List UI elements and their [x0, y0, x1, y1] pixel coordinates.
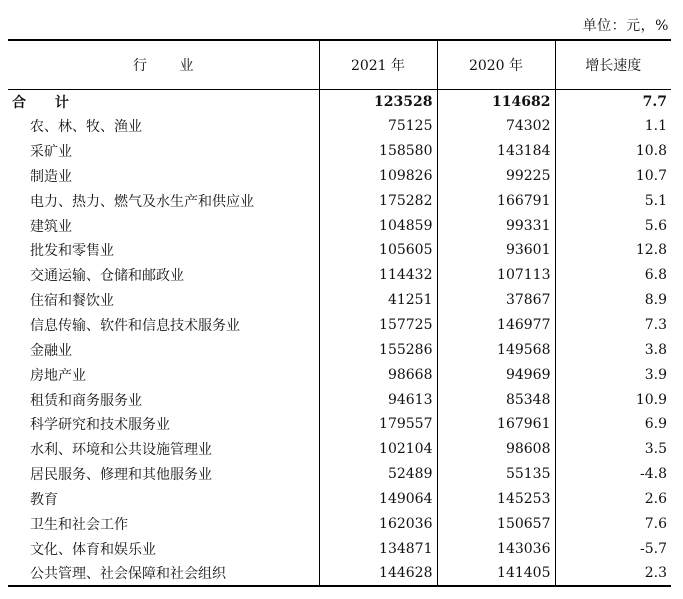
row-2020-value: 143036	[437, 536, 555, 561]
row-2020-value: 149568	[437, 337, 555, 362]
unit-note: 单位：元，%	[582, 18, 669, 34]
row-2021-value: 158580	[319, 139, 437, 164]
table-row	[8, 487, 671, 512]
header-growth: 增长速度	[555, 40, 671, 89]
row-2021-value: 134871	[319, 536, 437, 561]
row-industry: 交通运输、仓储和邮政业	[30, 268, 184, 285]
row-industry: 水利、环境和公共设施管理业	[30, 442, 212, 459]
row-2020-value: 98608	[437, 437, 555, 462]
table-row	[8, 213, 671, 238]
table-row	[8, 387, 671, 412]
row-2021-value: 109826	[319, 164, 437, 189]
row-2020-value: 167961	[437, 412, 555, 437]
row-growth-value: -4.8	[555, 462, 671, 487]
total-2020: 114682	[437, 89, 555, 114]
table-row	[8, 263, 671, 288]
row-growth-value: 7.3	[555, 313, 671, 338]
row-2021-value: 52489	[319, 462, 437, 487]
header-industry: 行 业	[133, 57, 208, 74]
row-growth-value: 10.9	[555, 387, 671, 412]
wage-table	[8, 39, 671, 587]
row-industry: 公共管理、社会保障和社会组织	[30, 565, 226, 582]
row-growth-value: 12.8	[555, 238, 671, 263]
table-row	[8, 362, 671, 387]
table-row	[8, 412, 671, 437]
row-2021-value: 98668	[319, 362, 437, 387]
row-industry: 信息传输、软件和信息技术服务业	[30, 318, 240, 335]
row-industry: 住宿和餐饮业	[30, 293, 114, 310]
row-industry: 采矿业	[30, 144, 72, 161]
header-2021: 2021 年	[319, 40, 437, 89]
row-industry: 房地产业	[30, 367, 86, 384]
row-industry: 教育	[30, 491, 58, 508]
total-2021: 123528	[319, 89, 437, 114]
row-2020-value: 55135	[437, 462, 555, 487]
row-2020-value: 85348	[437, 387, 555, 412]
row-industry: 卫生和社会工作	[30, 516, 128, 533]
table-row	[8, 536, 671, 561]
row-2020-value: 145253	[437, 487, 555, 512]
row-growth-value: -5.7	[555, 536, 671, 561]
row-industry: 居民服务、修理和其他服务业	[30, 467, 212, 484]
row-growth-value: 10.7	[555, 164, 671, 189]
row-growth-value: 3.9	[555, 362, 671, 387]
row-growth-value: 6.8	[555, 263, 671, 288]
table-row	[8, 511, 671, 536]
row-growth-value: 2.3	[555, 561, 671, 586]
row-growth-value: 8.9	[555, 288, 671, 313]
row-industry: 科学研究和技术服务业	[30, 417, 170, 434]
row-2021-value: 114432	[319, 263, 437, 288]
row-growth-value: 5.6	[555, 213, 671, 238]
header-2020: 2020 年	[437, 40, 555, 89]
row-2020-value: 146977	[437, 313, 555, 338]
row-2021-value: 175282	[319, 188, 437, 213]
row-2020-value: 143184	[437, 139, 555, 164]
row-industry: 批发和零售业	[30, 243, 114, 260]
table-row	[8, 313, 671, 338]
table-row	[8, 561, 671, 586]
row-growth-value: 3.8	[555, 337, 671, 362]
table-row	[8, 164, 671, 189]
row-2020-value: 99331	[437, 213, 555, 238]
row-2020-value: 37867	[437, 288, 555, 313]
row-growth-value: 5.1	[555, 188, 671, 213]
table-row	[8, 139, 671, 164]
table-row	[8, 238, 671, 263]
row-growth-value: 6.9	[555, 412, 671, 437]
row-industry: 租赁和商务服务业	[30, 392, 142, 409]
table-row	[8, 462, 671, 487]
row-2020-value: 74302	[437, 114, 555, 139]
row-2021-value: 144628	[319, 561, 437, 586]
row-2020-value: 107113	[437, 263, 555, 288]
row-growth-value: 7.6	[555, 511, 671, 536]
table-row	[8, 188, 671, 213]
header-row	[8, 40, 671, 89]
row-2020-value: 141405	[437, 561, 555, 586]
row-2020-value: 99225	[437, 164, 555, 189]
row-growth-value: 1.1	[555, 114, 671, 139]
row-2021-value: 157725	[319, 313, 437, 338]
row-industry: 电力、热力、燃气及水生产和供应业	[30, 193, 254, 210]
row-2021-value: 41251	[319, 288, 437, 313]
row-2021-value: 149064	[319, 487, 437, 512]
total-growth: 7.7	[555, 89, 671, 114]
row-industry: 文化、体育和娱乐业	[30, 541, 156, 558]
row-growth-value: 3.5	[555, 437, 671, 462]
row-growth-value: 10.8	[555, 139, 671, 164]
table-row	[8, 437, 671, 462]
table-body	[8, 89, 671, 586]
row-2021-value: 162036	[319, 511, 437, 536]
row-2020-value: 93601	[437, 238, 555, 263]
table-row	[8, 288, 671, 313]
total-row	[8, 89, 671, 114]
row-industry: 农、林、牧、渔业	[30, 119, 142, 136]
table-row	[8, 114, 671, 139]
row-2020-value: 166791	[437, 188, 555, 213]
row-industry: 金融业	[30, 342, 72, 359]
row-industry: 制造业	[30, 168, 72, 185]
row-growth-value: 2.6	[555, 487, 671, 512]
row-industry: 建筑业	[30, 218, 72, 235]
table-header	[8, 40, 671, 89]
row-2021-value: 102104	[319, 437, 437, 462]
row-2021-value: 104859	[319, 213, 437, 238]
table-row	[8, 337, 671, 362]
row-2021-value: 75125	[319, 114, 437, 139]
row-2021-value: 179557	[319, 412, 437, 437]
row-2021-value: 94613	[319, 387, 437, 412]
total-label: 合 计	[12, 94, 81, 111]
row-2020-value: 150657	[437, 511, 555, 536]
row-2021-value: 105605	[319, 238, 437, 263]
row-2021-value: 155286	[319, 337, 437, 362]
row-2020-value: 94969	[437, 362, 555, 387]
